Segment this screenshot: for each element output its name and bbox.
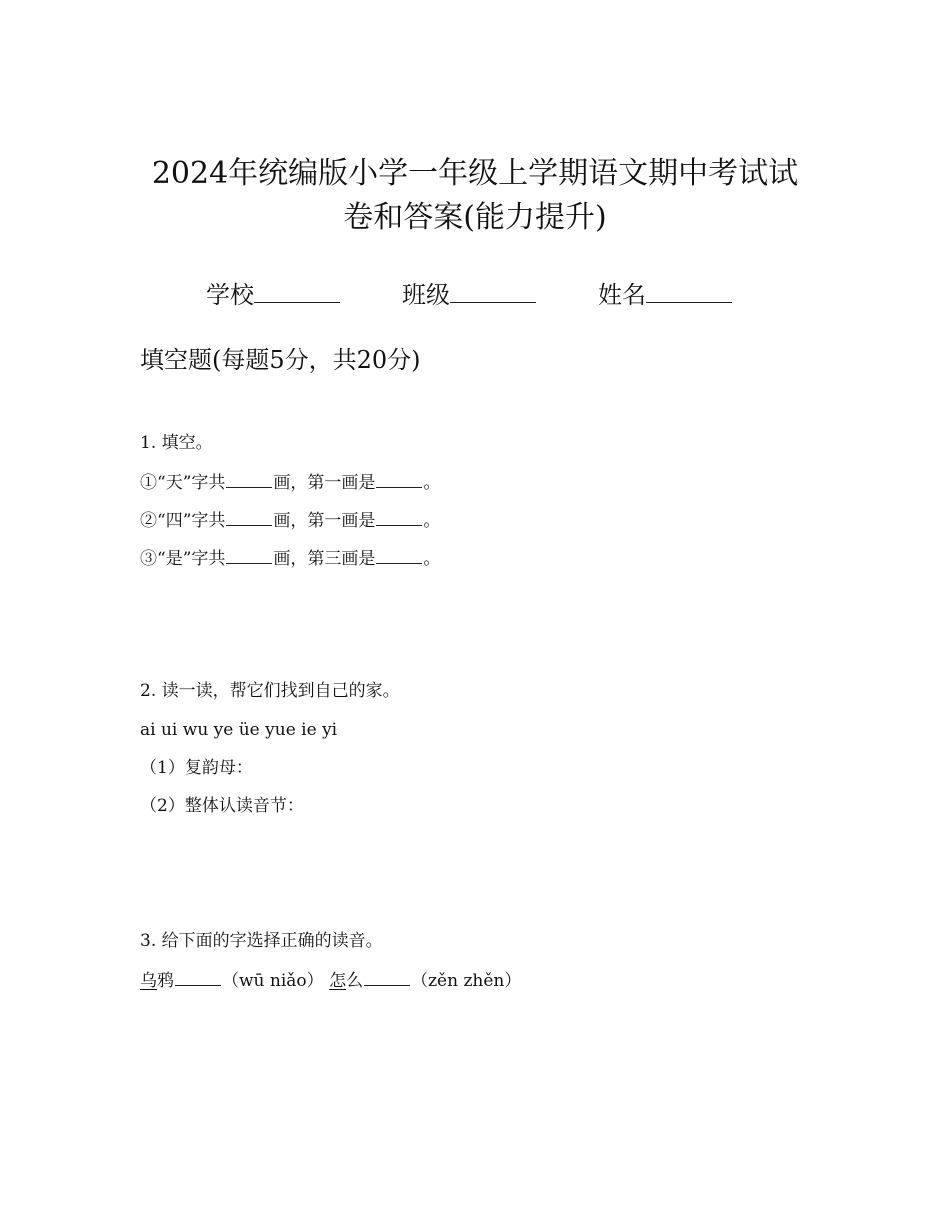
name-label: 姓名 — [598, 281, 646, 309]
q1-item-1 — [140, 469, 440, 495]
q1-item-1-mid: 画，第一画是 — [273, 473, 376, 493]
q3-word1-blank[interactable] — [175, 967, 221, 986]
q3-word1-rest: 鸦 — [157, 971, 174, 991]
q2-sub-1: （1）复韵母： — [140, 758, 253, 778]
q2-syllables: ai ui wu ye üe yue ie yi — [140, 720, 338, 740]
q3-word1-underlined: 乌 — [140, 971, 157, 991]
school-blank[interactable] — [254, 276, 340, 303]
q1-item-3-blank-b[interactable] — [376, 545, 422, 564]
class-field — [402, 276, 536, 312]
document-title-line1: 2024年统编版小学一年级上学期语文期中考试试 — [151, 156, 799, 191]
q1-item-3-mid: 画，第三画是 — [273, 549, 376, 569]
q1-item-3-prefix: ③“是”字共 — [140, 549, 226, 569]
q3-word2-blank[interactable] — [364, 967, 410, 986]
q3-word2-underlined: 怎 — [329, 971, 347, 991]
name-field — [598, 276, 732, 312]
q1-item-1-blank-a[interactable] — [226, 469, 272, 488]
q1-item-1-end: 。 — [423, 473, 441, 493]
q3-word2-rest: 么 — [346, 971, 364, 991]
school-field — [206, 276, 340, 312]
q1-item-2 — [140, 507, 440, 533]
q3-word2-options: （zěn zhěn） — [411, 971, 522, 991]
q1-item-3 — [140, 545, 440, 571]
q3-word1-options: （wū niǎo） — [222, 971, 324, 991]
q1-item-3-end: 。 — [423, 549, 441, 569]
q2-sub-2: （2）整体认读音节： — [140, 796, 304, 816]
q1-item-2-end: 。 — [423, 511, 441, 531]
q1-heading: 1. 填空。 — [140, 433, 213, 453]
q3-heading: 3. 给下面的字选择正确的读音。 — [140, 931, 383, 951]
name-blank[interactable] — [646, 276, 732, 303]
student-info-row — [206, 276, 732, 312]
q1-item-2-mid: 画，第一画是 — [273, 511, 376, 531]
document-title-line2: 卷和答案(能力提升) — [343, 200, 607, 235]
q1-item-2-prefix: ②“四”字共 — [140, 511, 226, 531]
q1-item-3-blank-a[interactable] — [226, 545, 272, 564]
q2-heading: 2. 读一读，帮它们找到自己的家。 — [140, 681, 400, 701]
q1-item-2-blank-a[interactable] — [226, 507, 272, 526]
class-blank[interactable] — [450, 276, 536, 303]
q1-item-1-prefix: ①“天”字共 — [140, 473, 226, 493]
q1-item-2-blank-b[interactable] — [376, 507, 422, 526]
q3-line — [140, 967, 521, 993]
school-label: 学校 — [206, 281, 254, 309]
q1-item-1-blank-b[interactable] — [376, 469, 422, 488]
section-title: 填空题(每题5分，共20分) — [140, 346, 421, 374]
class-label: 班级 — [402, 281, 450, 309]
